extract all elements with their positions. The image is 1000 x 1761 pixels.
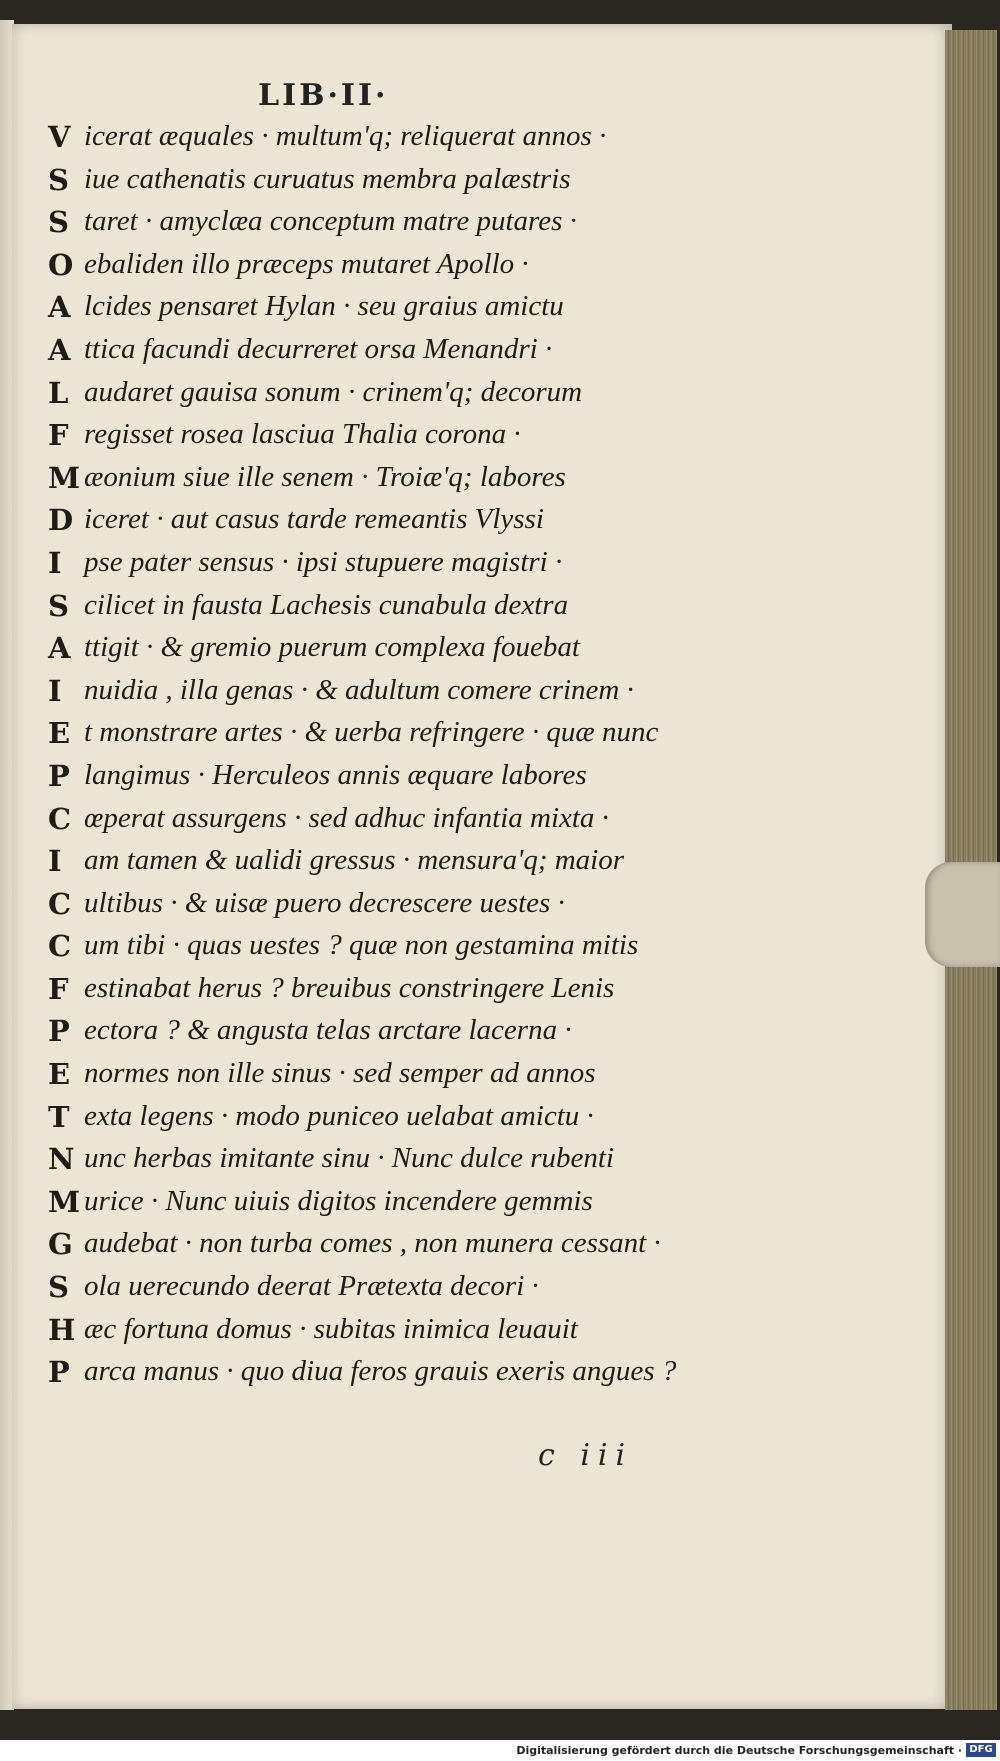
verse-text: ectora ? & angusta telas arctare lacerna ·	[84, 1014, 572, 1047]
verse-text: normes non ille sinus · sed semper ad annos	[84, 1057, 596, 1090]
verse-text: arca manus · quo diua feros grauis exeris angues ?	[84, 1355, 677, 1388]
verse-initial: C	[48, 801, 72, 836]
verse-initial: F	[48, 971, 69, 1006]
verse-line	[48, 1270, 948, 1313]
verse-line	[48, 248, 948, 291]
verse-initial: S	[48, 1270, 69, 1305]
verse-line	[48, 929, 948, 972]
verse-line	[48, 1227, 948, 1270]
verse-text: ttigit · & gremio puerum complexa fouebat	[84, 631, 580, 664]
verse-line	[48, 1185, 948, 1228]
verse-text: lcides pensaret Hylan · seu graius amictu	[84, 290, 564, 323]
verse-line	[48, 887, 948, 930]
verse-text: pse pater sensus · ipsi stupuere magistri ·	[84, 545, 563, 578]
verse-line	[48, 716, 948, 759]
verse-initial: G	[48, 1227, 73, 1262]
verse-text: cilicet in fausta Lachesis cunabula dextra	[84, 588, 569, 621]
verse-initial: C	[48, 886, 72, 921]
verse-initial: P	[48, 1014, 70, 1049]
verse-line	[48, 376, 948, 419]
verse-initial: I	[48, 844, 62, 879]
running-header: LIB·II·	[258, 78, 389, 113]
verse-text: ultibus · & uisæ puero decrescere uestes ·	[84, 886, 565, 919]
verse-text: t monstrare artes · & uerba refringere · quæ nunc	[84, 716, 659, 749]
dfg-logo: DFG	[966, 1743, 996, 1757]
verse-initial: S	[48, 588, 69, 623]
verse-line	[48, 674, 948, 717]
verse-initial: V	[48, 120, 71, 154]
verse-line	[48, 418, 948, 461]
verse-line	[48, 759, 948, 802]
verse-initial: A	[48, 332, 71, 367]
verse-initial: A	[48, 290, 71, 325]
verse-line	[48, 163, 948, 206]
verse-initial: I	[48, 545, 62, 580]
verse-line	[48, 120, 948, 163]
verse-initial: S	[48, 162, 69, 197]
verse-text: urice · Nunc uiuis digitos incendere gemmis	[84, 1184, 593, 1217]
verse-line	[48, 503, 948, 546]
verse-text: ebaliden illo præceps mutaret Apollo ·	[84, 247, 529, 280]
verse-initial: H	[48, 1312, 76, 1347]
verse-line	[48, 844, 948, 887]
verse-text: æonium siue ille senem · Troiæ'q; labores	[84, 460, 566, 493]
verse-initial: A	[48, 631, 71, 666]
verse-line	[48, 1313, 948, 1356]
verse-initial: M	[48, 460, 81, 495]
verse-text: iue cathenatis curuatus membra palæstris	[84, 162, 571, 195]
verse-line	[48, 205, 948, 248]
verse-line	[48, 290, 948, 333]
verse-initial: E	[48, 1057, 71, 1092]
verse-text: icerat æquales · multum'q; reliquerat annos ·	[84, 120, 607, 152]
verse-initial: P	[48, 758, 70, 793]
verse-initial: I	[48, 673, 62, 708]
verse-initial: O	[48, 247, 74, 282]
verse-text: unc herbas imitante sinu · Nunc dulce rubenti	[84, 1142, 614, 1175]
verse-text: æc fortuna domus · subitas inimica leuauit	[84, 1312, 578, 1345]
verse-initial: L	[48, 375, 69, 410]
verse-block	[48, 120, 948, 1398]
verse-text: um tibi · quas uestes ? quæ non gestamina mitis	[84, 929, 639, 962]
verse-line	[48, 1142, 948, 1185]
verse-initial: D	[48, 503, 74, 538]
verse-text: regisset rosea lasciua Thalia corona ·	[84, 418, 521, 451]
verse-text: am tamen & ualidi gressus · mensura'q; maior	[84, 844, 625, 877]
verse-text: iceret · aut casus tarde remeantis Vlyssi	[84, 503, 544, 536]
verse-text: ola uerecundo deerat Prætexta decori ·	[84, 1270, 539, 1303]
verse-text: nuidia , illa genas · & adultum comere crinem ·	[84, 673, 634, 706]
verse-text: ttica facundi decurreret orsa Menandri ·	[84, 332, 553, 365]
funding-credit: Digitalisierung gefördert durch die Deutsche Forschungsgemeinschaft ·	[516, 1744, 962, 1757]
verse-initial: M	[48, 1184, 81, 1219]
verse-line	[48, 1100, 948, 1143]
verse-text: langimus · Herculeos annis æquare labores	[84, 758, 587, 791]
verse-line	[48, 1355, 948, 1398]
verse-line	[48, 589, 948, 632]
verse-line	[48, 546, 948, 589]
verse-initial: S	[48, 205, 69, 240]
verse-initial: E	[48, 716, 71, 751]
verse-line	[48, 1057, 948, 1100]
verse-initial: N	[48, 1142, 75, 1177]
verse-line	[48, 461, 948, 504]
verse-text: taret · amyclæa conceptum matre putares ·	[84, 205, 577, 238]
verse-text: œperat assurgens · sed adhuc infantia mixta ·	[84, 801, 609, 834]
verse-initial: T	[48, 1099, 70, 1134]
verse-text: estinabat herus ? breuibus constringere Lenis	[84, 971, 615, 1004]
verse-initial: P	[48, 1355, 70, 1390]
signature-mark: c iii	[538, 1438, 634, 1473]
verse-initial: C	[48, 929, 72, 964]
verse-text: audebat · non turba comes , non munera cessant ·	[84, 1227, 661, 1260]
verse-line	[48, 631, 948, 674]
verse-line	[48, 1014, 948, 1057]
verse-line	[48, 333, 948, 376]
verse-line	[48, 972, 948, 1015]
verse-line	[48, 802, 948, 845]
verse-text: audaret gauisa sonum · crinem'q; decorum	[84, 375, 583, 408]
verse-initial: F	[48, 418, 69, 453]
verse-text: exta legens · modo puniceo uelabat amictu ·	[84, 1099, 594, 1132]
